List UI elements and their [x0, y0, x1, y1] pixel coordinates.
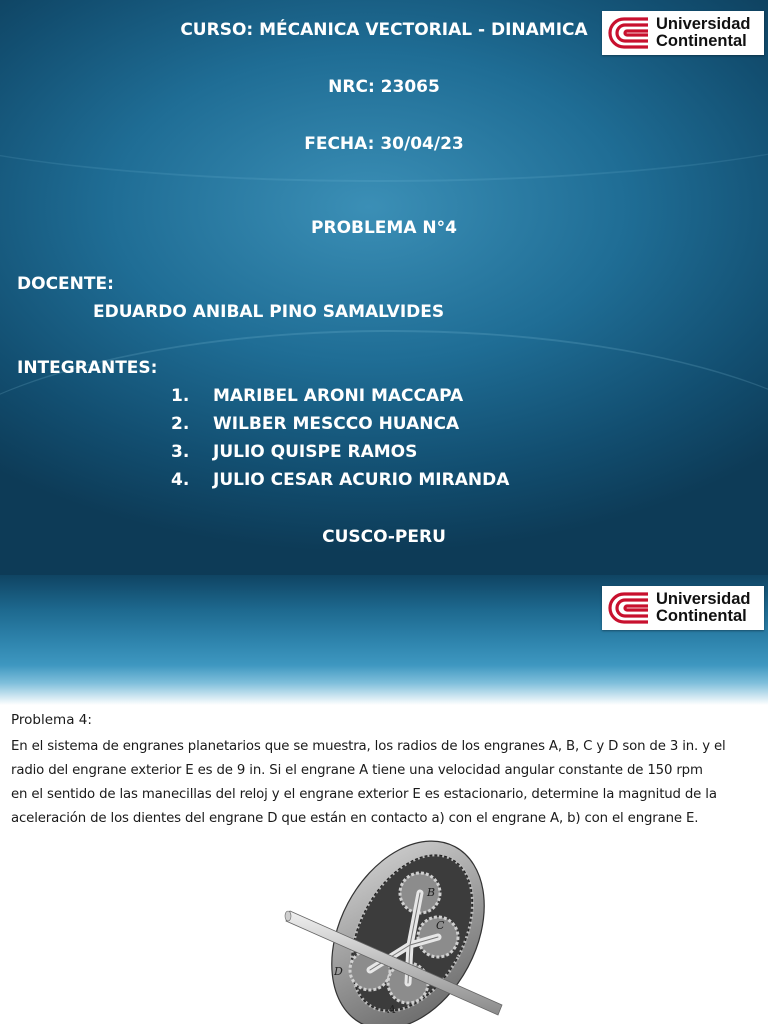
- member-number: 1.: [171, 386, 190, 406]
- member-name: MARIBEL ARONI MACCAPA: [213, 386, 464, 406]
- course-title: CURSO: MÉCANICA VECTORIAL - DINAMICA: [180, 20, 588, 40]
- university-logo: [602, 586, 764, 630]
- member-name: JULIO CESAR ACURIO MIRANDA: [213, 470, 510, 490]
- teacher-name: EDUARDO ANIBAL PINO SAMALVIDES: [93, 302, 445, 322]
- problem-text-line: En el sistema de engranes planetarios que se muestra, los radios de los engranes A, B, C y D son de 3 in. y el: [11, 739, 726, 754]
- teacher-label: DOCENTE:: [17, 274, 114, 294]
- logo-line-2: Continental: [656, 607, 747, 625]
- problem-statement: [0, 705, 768, 1024]
- problem-heading: Problema 4:: [11, 712, 92, 728]
- problem-slide: [0, 575, 768, 1024]
- gear-label-a: A: [388, 1003, 396, 1016]
- header-fade: [0, 665, 768, 705]
- member-number: 2.: [171, 414, 190, 434]
- member-name: JULIO QUISPE RAMOS: [213, 442, 418, 462]
- date-text: FECHA: 30/04/23: [304, 134, 464, 154]
- members-label: INTEGRANTES:: [17, 358, 158, 378]
- member-number: 4.: [171, 470, 190, 490]
- problem-text-line: radio del engrane exterior E es de 9 in. Si el engrane A tiene una velocidad angular constante de 150 rpm: [11, 763, 703, 778]
- uc-logo-mark-icon: [608, 590, 652, 626]
- problem-text-line: en el sentido de las manecillas del reloj y el engrane exterior E es estacionario, determine la magnitud de la: [11, 787, 717, 802]
- problem-title: PROBLEMA N°4: [311, 218, 457, 238]
- logo-line-1: Universidad: [656, 590, 751, 608]
- logo-line-2: Continental: [656, 32, 747, 50]
- gear-label-b: B: [427, 886, 436, 899]
- logo-line-1: Universidad: [656, 15, 751, 33]
- problem-text-line: aceleración de los dientes del engrane D que están en contacto a) con el engrane A, b) con el engrane E.: [11, 811, 699, 826]
- member-number: 3.: [171, 442, 190, 462]
- location-text: CUSCO-PERU: [322, 527, 446, 547]
- gear-label-c: C: [436, 919, 445, 932]
- planetary-gear-figure: [270, 835, 530, 1024]
- member-name: WILBER MESCCO HUANCA: [213, 414, 460, 434]
- gear-label-d: D: [334, 965, 343, 978]
- nrc-text: NRC: 23065: [328, 77, 440, 97]
